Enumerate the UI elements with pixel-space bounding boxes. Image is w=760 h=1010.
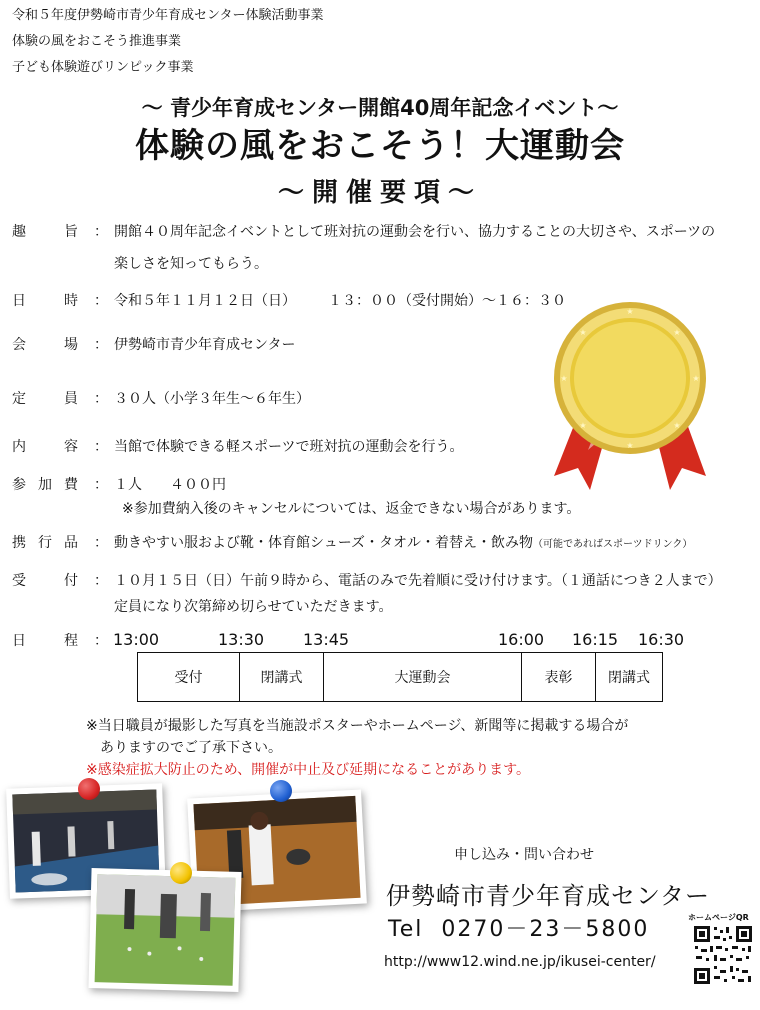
timeline-time: 16:15 <box>572 630 619 649</box>
svg-text:★: ★ <box>692 374 700 383</box>
schedule-cell-awards: 表彰 <box>522 653 596 701</box>
colon: ： <box>94 293 108 309</box>
contact-heading: 申し込み・問い合わせ <box>454 847 594 863</box>
organization-name: 伊勢崎市青少年育成センター <box>386 882 711 910</box>
timeline-time: 13:30 <box>218 630 265 649</box>
schedule-table <box>137 652 663 702</box>
svg-text:★: ★ <box>579 328 587 337</box>
content-value: 当館で体験できる軽スポーツで班対抗の運動会を行う。 <box>114 439 464 455</box>
capacity-value: ３０人（小学３年生～６年生） <box>114 391 310 407</box>
pushpin-red-icon <box>78 778 100 800</box>
cancel-note: ※感染症拡大防止のため、開催が中止及び延期になることがあります。 <box>86 762 531 778</box>
photo-field <box>88 868 241 992</box>
svg-text:★: ★ <box>673 421 681 430</box>
svg-text:★: ★ <box>673 328 681 337</box>
label-content: 内容 <box>12 439 78 455</box>
svg-text:★: ★ <box>560 374 568 383</box>
colon: ： <box>94 633 108 649</box>
event-title: 体験の風をおこそう！大運動会 <box>135 126 625 166</box>
label-venue: 会場 <box>12 337 78 353</box>
svg-text:★: ★ <box>579 421 587 430</box>
telephone <box>388 912 649 943</box>
schedule-cell-closing: 閉講式 <box>608 670 650 686</box>
colon: ： <box>94 224 108 240</box>
colon: ： <box>94 391 108 407</box>
timeline-time: 13:45 <box>303 630 350 649</box>
label-date: 日時 <box>12 293 78 309</box>
colon: ： <box>94 573 108 589</box>
header-line-1: 令和５年度伊勢崎市青少年育成センター体験活動事業 <box>12 8 324 23</box>
photo-note-line1: ※当日職員が撮影した写真を当施設ポスターやホームページ、新聞等に掲載する場合が <box>86 718 629 734</box>
qr-code-icon[interactable] <box>692 924 754 986</box>
qr-label: ホームページQR <box>688 913 749 922</box>
label-fee: 参加費 <box>12 477 78 493</box>
homepage-link[interactable]: http://www12.wind.ne.jp/ikusei-center/ <box>384 954 656 970</box>
timeline-time: 13:00 <box>113 630 160 649</box>
svg-text:★: ★ <box>626 441 634 450</box>
photo-field-image <box>88 868 241 992</box>
date-time: １３：００（受付開始）～１６：３０ <box>328 293 566 309</box>
items-list: 動きやすい服および靴・体育館シューズ・タオル・着替え・飲み物 <box>114 535 534 551</box>
timeline-time: 16:30 <box>638 630 685 649</box>
guidelines-heading: ～開催要項～ <box>277 178 482 208</box>
purpose-line1: 開館４０周年記念イベントとして班対抗の運動会を行い、協力することの大切さや、スポーツの <box>114 224 716 240</box>
event-subtitle: ～ 青少年育成センター開館40周年記念イベント～ <box>141 96 619 120</box>
date-value: 令和５年１１月１２日（日） <box>114 293 296 309</box>
timeline-times <box>0 630 760 652</box>
header-line-2: 体験の風をおこそう推進事業 <box>12 34 182 49</box>
pushpin-yellow-icon <box>170 862 192 884</box>
reception-line2: 定員になり次第締め切らせていただきます。 <box>114 599 393 615</box>
label-reception: 受付 <box>12 573 78 589</box>
label-capacity: 定員 <box>12 391 78 407</box>
venue-value: 伊勢崎市青少年育成センター <box>114 337 296 353</box>
reception-line1: １０月１５日（日）午前９時から、電話のみで先着順に受け付けます。（１通話につき２人まで） <box>114 573 722 589</box>
colon: ： <box>94 477 108 493</box>
schedule-cell-reception: 受付 <box>138 653 240 701</box>
colon: ： <box>94 337 108 353</box>
items-note: （可能であればスポーツドリンク） <box>533 539 693 550</box>
label-items: 携行品 <box>12 535 78 551</box>
tel-label: Tel <box>388 917 424 942</box>
schedule-cell-games: 大運動会 <box>324 653 522 701</box>
photo-note-line2: ありますのでご了承下さい。 <box>100 740 282 756</box>
schedule-cell-opening: 閉講式 <box>240 653 324 701</box>
label-schedule: 日程 <box>12 633 78 649</box>
timeline-time: 16:00 <box>498 630 545 649</box>
label-purpose: 趣旨 <box>12 224 78 240</box>
purpose-line2: 楽しさを知ってもらう。 <box>114 256 268 272</box>
header-line-3: 子ども体験遊びリンピック事業 <box>12 60 194 75</box>
colon: ： <box>94 439 108 455</box>
colon: ： <box>94 535 108 551</box>
tel-number[interactable]: 0270－23－5800 <box>441 917 650 942</box>
items-value <box>114 532 750 556</box>
fee-note: ※参加費納入後のキャンセルについては、返金できない場合があります。 <box>122 501 581 517</box>
pushpin-blue-icon <box>270 780 292 802</box>
fee-value: １人 ４００円 <box>114 477 226 493</box>
svg-text:★: ★ <box>626 307 634 316</box>
